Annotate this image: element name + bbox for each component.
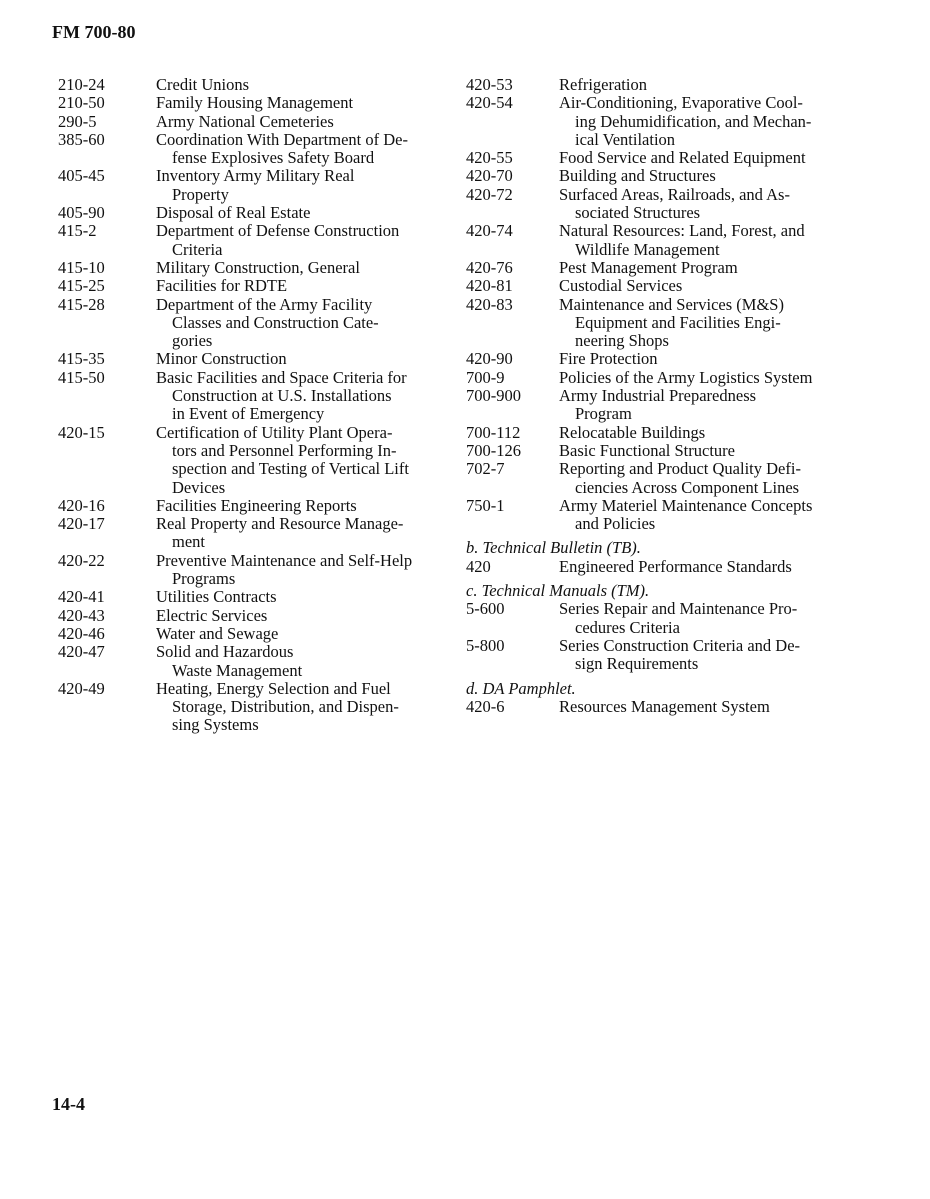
title-line: Air-Conditioning, Evaporative Cool-	[559, 93, 803, 113]
title-line: gories	[172, 331, 213, 351]
title-line: Classes and Construction Cate-	[172, 312, 379, 332]
title-line: Custodial Services	[559, 276, 683, 296]
page-header: FM 700-80	[52, 22, 136, 42]
title-line: Disposal of Real Estate	[156, 203, 311, 223]
publication-number: 700-900	[466, 386, 521, 406]
publication-title	[559, 442, 826, 460]
title-line: Army Materiel Maintenance Concepts	[559, 495, 813, 515]
title-line: Surfaced Areas, Railroads, and As-	[559, 184, 790, 204]
title-line: Waste Management	[172, 660, 303, 680]
publication-number: 420-46	[58, 623, 105, 643]
title-line: Heating, Energy Selection and Fuel	[156, 678, 391, 698]
publication-number: 420	[466, 556, 491, 576]
title-line: Credit Unions	[156, 75, 250, 94]
title-line: Department of Defense Construction	[156, 221, 400, 241]
title-line: fense Explosives Safety Board	[172, 148, 375, 168]
title-line: Utilities Contracts	[156, 587, 277, 607]
publication-title	[156, 167, 418, 204]
publication-number: 5-800	[466, 635, 505, 655]
title-line: Resources Management System	[559, 696, 770, 716]
title-line: Minor Construction	[156, 349, 287, 369]
publication-title	[156, 643, 418, 680]
reference-entry	[58, 424, 418, 497]
publication-title	[156, 204, 418, 222]
publication-number: 420-81	[466, 276, 513, 296]
publication-number: 700-126	[466, 440, 521, 460]
title-line: Building and Structures	[559, 166, 716, 186]
reference-entry	[58, 259, 418, 277]
left-column	[58, 76, 418, 735]
publication-title	[559, 296, 826, 351]
reference-entry	[466, 76, 826, 94]
publication-number: 5-600	[466, 599, 505, 619]
publication-title	[559, 460, 826, 497]
publication-number: 210-50	[58, 93, 105, 113]
publication-number: 420-49	[58, 678, 105, 698]
publication-title	[559, 558, 826, 576]
reference-entry	[466, 387, 826, 424]
title-line: Electric Services	[156, 605, 268, 625]
reference-entry	[466, 277, 826, 295]
title-line: ciencies Across Component Lines	[575, 477, 800, 497]
title-line: Refrigeration	[559, 75, 647, 94]
publication-title	[156, 607, 418, 625]
publication-number: 420-43	[58, 605, 105, 625]
section-entries	[466, 698, 826, 716]
publication-title	[559, 222, 826, 259]
publication-title	[559, 600, 826, 637]
reference-entry	[58, 350, 418, 368]
publication-number: 420-22	[58, 550, 105, 570]
publication-title	[156, 588, 418, 606]
section-entries	[466, 558, 826, 576]
title-line: Construction at U.S. Installations	[172, 386, 392, 406]
publication-title	[559, 259, 826, 277]
title-line: Army Industrial Preparedness	[559, 386, 757, 406]
title-line: and Policies	[575, 514, 656, 534]
publication-number: 415-10	[58, 257, 105, 277]
reference-entry	[466, 442, 826, 460]
reference-entry	[466, 222, 826, 259]
publication-number: 405-45	[58, 166, 105, 186]
publication-number: 700-112	[466, 422, 521, 442]
publication-number: 385-60	[58, 129, 105, 149]
title-line: sociated Structures	[575, 203, 701, 223]
section-heading: d. DA Pamphlet.	[466, 678, 576, 698]
publication-title	[156, 113, 418, 131]
publication-number: 420-6	[466, 696, 505, 716]
title-line: Fire Protection	[559, 349, 658, 369]
title-line: Storage, Distribution, and Dispen-	[172, 697, 399, 717]
publication-number: 420-17	[58, 514, 105, 534]
publication-title	[559, 277, 826, 295]
title-line: Inventory Army Military Real	[156, 166, 355, 186]
publication-title	[156, 680, 418, 735]
publication-title	[156, 515, 418, 552]
title-line: Certification of Utility Plant Opera-	[156, 422, 393, 442]
publication-number: 420-47	[58, 642, 105, 662]
title-line: Family Housing Management	[156, 93, 354, 113]
title-line: Programs	[172, 569, 236, 589]
section-technical-manuals	[466, 582, 826, 673]
section-heading: b. Technical Bulletin (TB).	[466, 538, 641, 558]
publication-number: 700-9	[466, 367, 505, 387]
title-line: Devices	[172, 477, 226, 497]
section-da-pamphlet	[466, 680, 826, 717]
publication-title	[156, 259, 418, 277]
title-line: in Event of Emergency	[172, 404, 325, 424]
title-line: Policies of the Army Logistics System	[559, 367, 813, 387]
title-line: Real Property and Resource Manage-	[156, 514, 404, 534]
title-line: Program	[575, 404, 632, 424]
title-line: Coordination With Department of De-	[156, 129, 408, 149]
reference-entry	[58, 515, 418, 552]
title-line: Equipment and Facilities Engi-	[575, 312, 781, 332]
publication-title	[156, 552, 418, 589]
title-line: ment	[172, 532, 205, 552]
title-line: ing Dehumidification, and Mechan-	[575, 111, 812, 131]
reference-entry	[58, 296, 418, 351]
publication-title	[156, 277, 418, 295]
right-column-entries	[466, 76, 826, 533]
section-entries	[466, 600, 826, 673]
publication-number: 420-54	[466, 93, 513, 113]
publication-number: 290-5	[58, 111, 97, 131]
reference-entry	[58, 643, 418, 680]
reference-entry	[58, 204, 418, 222]
publication-title	[156, 222, 418, 259]
publication-title	[156, 131, 418, 168]
reference-entry	[58, 222, 418, 259]
reference-entry	[466, 350, 826, 368]
publication-number: 420-72	[466, 184, 513, 204]
title-line: Pest Management Program	[559, 257, 738, 277]
reference-entry	[466, 186, 826, 223]
publication-number: 210-24	[58, 75, 105, 94]
publication-number: 750-1	[466, 495, 505, 515]
publication-title	[559, 149, 826, 167]
title-line: Engineered Performance Standards	[559, 556, 792, 576]
title-line: Preventive Maintenance and Self-Help	[156, 550, 413, 570]
title-line: Food Service and Related Equipment	[559, 148, 806, 168]
publication-number: 420-74	[466, 221, 513, 241]
title-line: neering Shops	[575, 331, 669, 351]
publication-title	[156, 76, 418, 94]
publication-number: 420-83	[466, 294, 513, 314]
publication-number: 702-7	[466, 459, 505, 479]
publication-number: 420-70	[466, 166, 513, 186]
reference-entry	[58, 588, 418, 606]
title-line: Series Repair and Maintenance Pro-	[559, 599, 798, 619]
publication-title	[559, 424, 826, 442]
title-line: Series Construction Criteria and De-	[559, 635, 801, 655]
title-line: Facilities Engineering Reports	[156, 495, 357, 515]
publication-title	[559, 698, 826, 716]
reference-entry	[466, 424, 826, 442]
reference-entry	[466, 296, 826, 351]
publication-title	[156, 625, 418, 643]
publication-title	[559, 186, 826, 223]
title-line: spection and Testing of Vertical Lift	[172, 459, 409, 479]
section-technical-bulletin	[466, 539, 826, 576]
reference-entry	[58, 167, 418, 204]
section-heading: c. Technical Manuals (TM).	[466, 581, 650, 601]
page-number: 14-4	[52, 1094, 85, 1114]
title-line: Facilities for RDTE	[156, 276, 288, 296]
publication-number: 420-41	[58, 587, 105, 607]
reference-entry	[466, 369, 826, 387]
title-line: Reporting and Product Quality Defi-	[559, 459, 801, 479]
reference-entry	[466, 637, 826, 674]
reference-entry	[58, 680, 418, 735]
title-line: Army National Cemeteries	[156, 111, 334, 131]
reference-entry	[58, 113, 418, 131]
reference-entry	[466, 94, 826, 149]
reference-entry	[466, 600, 826, 637]
publication-title	[559, 387, 826, 424]
title-line: Basic Facilities and Space Criteria for	[156, 367, 407, 387]
publication-number: 420-55	[466, 148, 513, 168]
publication-number: 405-90	[58, 203, 105, 223]
reference-entry	[466, 460, 826, 497]
title-line: Department of the Army Facility	[156, 294, 373, 314]
publication-title	[156, 369, 418, 424]
reference-entry	[58, 94, 418, 112]
reference-entry	[58, 497, 418, 515]
publication-number: 415-2	[58, 221, 97, 241]
title-line: Military Construction, General	[156, 257, 360, 277]
publication-title	[156, 94, 418, 112]
right-column	[466, 76, 826, 716]
publication-title	[559, 167, 826, 185]
title-line: Basic Functional Structure	[559, 440, 735, 460]
reference-entry	[58, 625, 418, 643]
reference-entry	[466, 497, 826, 534]
publication-title	[559, 369, 826, 387]
reference-entry	[466, 698, 826, 716]
publication-title	[156, 350, 418, 368]
title-line: Property	[172, 184, 229, 204]
publication-title	[156, 296, 418, 351]
title-line: ical Ventilation	[575, 129, 676, 149]
title-line: Water and Sewage	[156, 623, 279, 643]
reference-entry	[58, 131, 418, 168]
publication-number: 415-25	[58, 276, 105, 296]
reference-entry	[58, 552, 418, 589]
publication-number: 420-53	[466, 75, 513, 94]
title-line: Criteria	[172, 239, 223, 259]
title-line: Maintenance and Services (M&S)	[559, 294, 784, 314]
publication-number: 420-16	[58, 495, 105, 515]
publication-title	[559, 497, 826, 534]
reference-entry	[466, 558, 826, 576]
publication-number: 420-90	[466, 349, 513, 369]
reference-entry	[466, 149, 826, 167]
publication-title	[559, 637, 826, 674]
publication-number: 420-15	[58, 422, 105, 442]
reference-entry	[466, 167, 826, 185]
title-line: sign Requirements	[575, 654, 699, 674]
publication-number: 415-35	[58, 349, 105, 369]
reference-entry	[58, 277, 418, 295]
publication-number: 415-28	[58, 294, 105, 314]
publication-title	[559, 350, 826, 368]
publication-title	[559, 76, 826, 94]
publication-number: 415-50	[58, 367, 105, 387]
reference-entry	[58, 607, 418, 625]
title-line: cedures Criteria	[575, 617, 680, 637]
reference-entry	[58, 369, 418, 424]
publication-title	[156, 497, 418, 515]
publication-number: 420-76	[466, 257, 513, 277]
title-line: Solid and Hazardous	[156, 642, 294, 662]
title-line: sing Systems	[172, 715, 259, 735]
title-line: Natural Resources: Land, Forest, and	[559, 221, 805, 241]
reference-entry	[58, 76, 418, 94]
title-line: Wildlife Management	[575, 239, 720, 259]
title-line: tors and Personnel Performing In-	[172, 440, 397, 460]
publication-title	[559, 94, 826, 149]
reference-entry	[466, 259, 826, 277]
title-line: Relocatable Buildings	[559, 422, 706, 442]
publication-title	[156, 424, 418, 497]
